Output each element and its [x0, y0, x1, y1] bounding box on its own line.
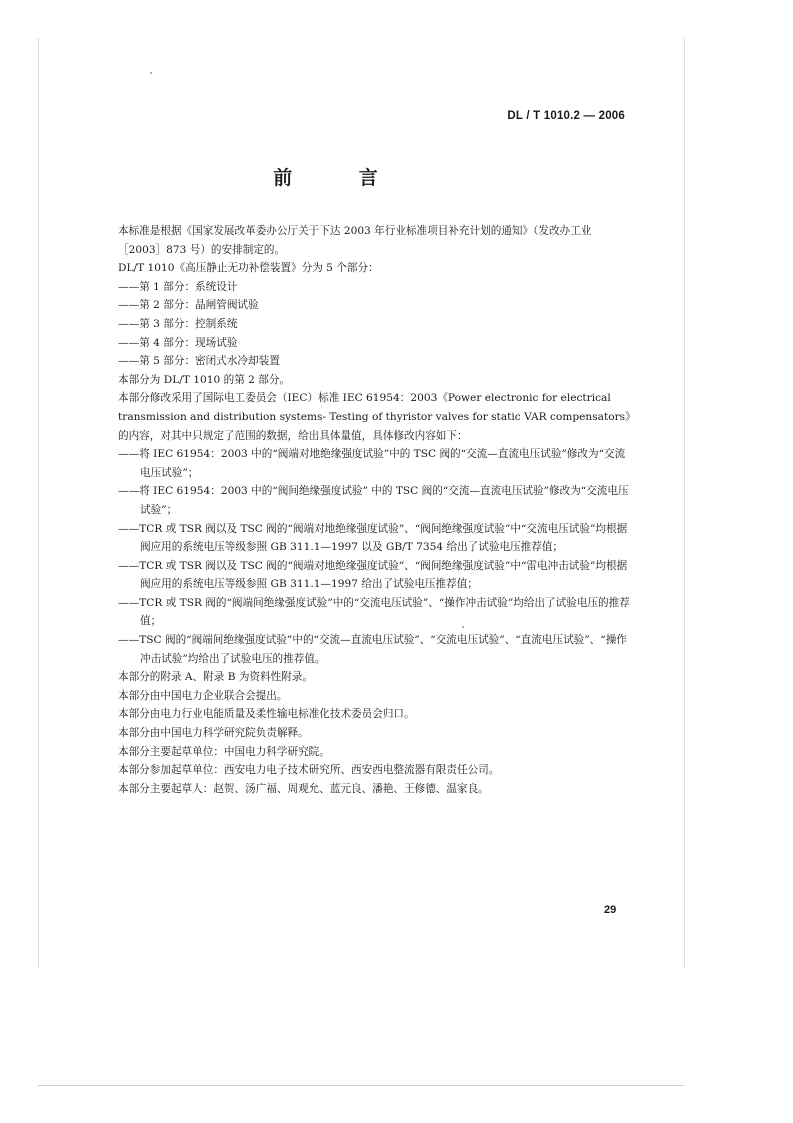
standard-code: DL / T 1010.2 — 2006: [507, 110, 625, 122]
part-list-item: ——第 2 部分：晶闸管阀试验: [118, 299, 259, 312]
closing-line: 本部分的附录 A、附录 B 为资料性附录。: [118, 671, 314, 684]
modification-item: ——将 IEC 61954：2003 中的“阀端对地绝缘强度试验”中的 TSC 阀的“交流—直流电压试验”修改为“交流电压试验”；: [118, 448, 626, 479]
scan-speck: [150, 72, 152, 74]
intro-paragraph: 本标准是根据《国家发展改革委办公厅关于下达 2003 年行业标准项目补充计划的通知》（发改办工业［2003］873 号）的安排制定的。: [118, 225, 592, 256]
part-list-item: ——第 3 部分：控制系统: [118, 317, 238, 330]
modification-item: ——TCR 或 TSR 阀以及 TSC 阀的“阀端对地绝缘强度试验”、“阀间绝缘强度试验”中“雷电冲击试验”均根据阀应用的系统电压等级参照 GB 311.1—1997 给出了试验电压推荐值；: [118, 559, 628, 591]
intro-paragraph: DL/T 1010《高压静止无功补偿装置》分为 5 个部分：: [118, 262, 379, 275]
part-list-item: ——第 4 部分：现场试验: [118, 336, 238, 349]
modification-item: ——TCR 或 TSR 阀以及 TSC 阀的“阀端对地绝缘强度试验”、“阀间绝缘强度试验”中“交流电压试验”均根据阀应用的系统电压等级参照 GB 311.1—1997 以及 GB/T 7354 给出了试验电压推荐值；: [118, 522, 628, 554]
part-list-item: ——第 5 部分：密闭式水冷却装置: [118, 355, 280, 368]
foreword-body: [118, 222, 633, 798]
part-statement: 本部分为 DL/T 1010 的第 2 部分。: [118, 373, 291, 386]
closing-line: 本部分主要起草人：赵贺、汤广福、周观允、蓝元良、潘艳、王修德、温家良。: [118, 782, 489, 795]
closing-line: 本部分由电力行业电能质量及柔性输电标准化技术委员会归口。: [118, 708, 415, 721]
closing-line: 本部分由中国电力科学研究院负责解释。: [118, 727, 309, 740]
part-list-item: ——第 1 部分：系统设计: [118, 280, 238, 293]
page-number: 29: [604, 904, 617, 916]
page-right-edge: [684, 38, 685, 968]
closing-line: 本部分由中国电力企业联合会提出。: [118, 689, 288, 702]
closing-line: 本部分主要起草单位：中国电力科学研究院。: [118, 745, 330, 758]
modification-item: ——将 IEC 61954：2003 中的“阀间绝缘强度试验” 中的 TSC 阀的“交流—直流电压试验”修改为“交流电压试验”；: [118, 485, 629, 516]
closing-line: 本部分参加起草单位：西安电力电子技术研究所、西安西电整流器有限责任公司。: [118, 764, 500, 777]
page-title: 前 言: [273, 167, 408, 189]
adoption-paragraph: 本部分修改采用了国际电工委员会（IEC）标准 IEC 61954：2003《Power electronic for electrical transmission and distribution systems- Testing of thyristor valves for static VAR compensators》的内容，对其中只规定了范围的数据，给出具体量值，具体修改内容如下：: [118, 392, 631, 442]
modification-item: ——TSC 阀的“阀端间绝缘强度试验”中的“交流—直流电压试验”、“交流电压试验”、“直流电压试验”、“操作冲击试验”均给出了试验电压的推荐值。: [118, 634, 627, 665]
page-bottom-edge: [38, 1085, 684, 1086]
modification-item: ——TCR 或 TSR 阀的“阀端间绝缘强度试验”中的“交流电压试验”、“操作冲击试验”均给出了试验电压的推荐值；: [118, 596, 630, 628]
